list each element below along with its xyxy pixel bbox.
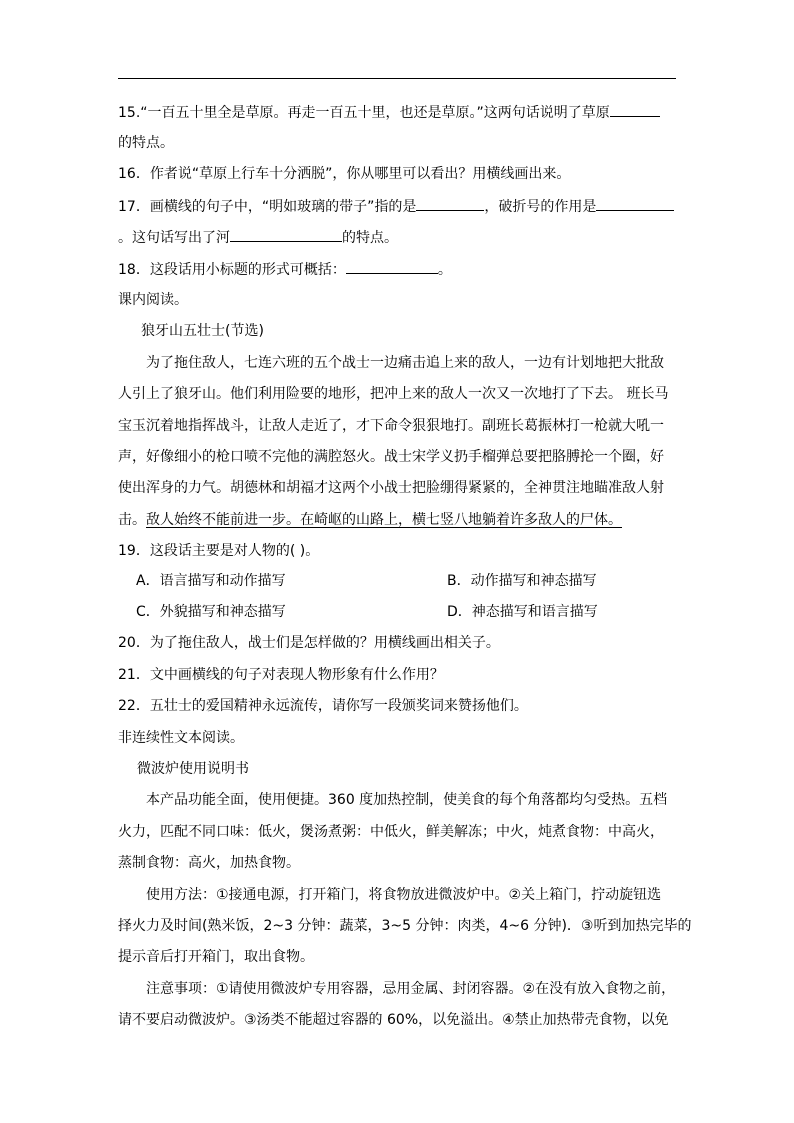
passage-line: 为了拖住敌人，七连六班的五个战士一边痛击追上来的敌人，一边有计划地把大批敌 — [146, 355, 664, 371]
answer-blank[interactable] — [346, 259, 438, 274]
underlined-sentence: 敌人始终不能前进一步。在崎岖的山路上，横七竖八地躺着许多敌人的尸体。 — [146, 512, 622, 528]
passage-line: 本产品功能全面，使用便捷。360 度加热控制，使美食的每个角落都均匀受热。五档 — [146, 792, 668, 808]
header-rule — [118, 78, 676, 79]
section-label-nonlinear-reading: 非连续性文本阅读。 — [118, 730, 244, 746]
passage-line: 择火力及时间(熟米饭，2~3 分钟：蔬菜，3~5 分钟：肉类，4~6 分钟)．③听到加热完毕的 — [118, 918, 692, 934]
question-15 — [118, 102, 660, 122]
question-18-suffix: 。 — [437, 262, 452, 278]
question-17-mid: ，破折号的作用是 — [484, 199, 597, 215]
question-18-text: 18．这段话用小标题的形式可概括： — [118, 262, 346, 278]
answer-blank[interactable] — [596, 196, 674, 211]
section-label-in-class-reading: 课内阅读。 — [118, 292, 188, 308]
question-21: 21．文中画横线的句子对表现人物形象有什么作用？ — [118, 667, 444, 683]
answer-blank[interactable] — [610, 102, 660, 117]
passage-line-last — [118, 510, 622, 530]
answer-blank[interactable] — [416, 196, 484, 211]
passage-line: 提示音后打开箱门，取出食物。 — [118, 949, 314, 965]
option-d[interactable]: D．神态描写和语言描写 — [447, 604, 598, 620]
question-17-suffix: 的特点。 — [342, 230, 398, 246]
option-a[interactable]: A．语言描写和动作描写 — [136, 573, 286, 589]
question-17-cont — [118, 227, 398, 247]
passage-title: 狼牙山五壮士(节选) — [141, 323, 264, 339]
answer-blank[interactable] — [230, 227, 342, 242]
question-16: 16．作者说“草原上行车十分洒脱”，你从哪里可以看出？用横线画出来。 — [118, 166, 571, 182]
passage-line: 使用方法：①接通电源，打开箱门，将食物放进微波炉中。②关上箱门，拧动旋钮选 — [146, 887, 662, 903]
question-15-text: 15.“一百五十里全是草原。再走一百五十里，也还是草原。”这两句话说明了草原 — [118, 105, 610, 121]
question-17-text: 17．画横线的句子中，“明如玻璃的带子”指的是 — [118, 199, 417, 215]
passage-line: 宝玉沉着地指挥战斗，让敌人走近了，才下命令狠狠地打。副班长葛振林打一枪就大吼一 — [118, 418, 664, 434]
question-20: 20．为了拖住敌人，战士们是怎样做的？用横线画出相关子。 — [118, 635, 500, 651]
option-c[interactable]: C．外貌描写和神态描写 — [136, 604, 286, 620]
question-18 — [118, 259, 452, 279]
passage-line: 声，好像细小的枪口喷不完他的满腔怒火。战士宋学义扔手榴弹总要把胳膊抡一个圈，好 — [118, 449, 664, 465]
passage-text: 击。 — [118, 512, 146, 528]
question-15-cont: 的特点。 — [118, 135, 174, 151]
question-17-cont-text: 。这句话写出了河 — [118, 230, 230, 246]
question-19: 19．这段话主要是对人物的( )。 — [118, 543, 320, 559]
passage-line: 使出浑身的力气。胡德林和胡福才这两个小战士把脸绷得紧紧的，全神贯注地瞄准敌人射 — [118, 480, 664, 496]
passage-line: 人引上了狼牙山。他们利用险要的地形，把冲上来的敌人一次又一次地打了下去。 班长马 — [118, 386, 669, 402]
passage-line: 蒸制食物：高火，加热食物。 — [118, 855, 300, 871]
question-17 — [118, 196, 674, 216]
question-22: 22．五壮士的爱国精神永远流传，请你写一段颁奖词来赞扬他们。 — [118, 698, 528, 714]
passage-title: 微波炉使用说明书 — [137, 761, 249, 777]
passage-line: 请不要启动微波炉。③汤类不能超过容器的 60%，以免溢出。④禁止加热带壳食物，以免 — [118, 1012, 669, 1028]
option-b[interactable]: B．动作描写和神态描写 — [447, 573, 597, 589]
passage-line: 注意事项：①请使用微波炉专用容器，忌用金属、封闭容器。②在没有放入食物之前， — [146, 981, 676, 997]
passage-line: 火力，匹配不同口味：低火，煲汤煮粥：中低火，鲜美解冻；中火，炖煮食物：中高火， — [118, 824, 664, 840]
